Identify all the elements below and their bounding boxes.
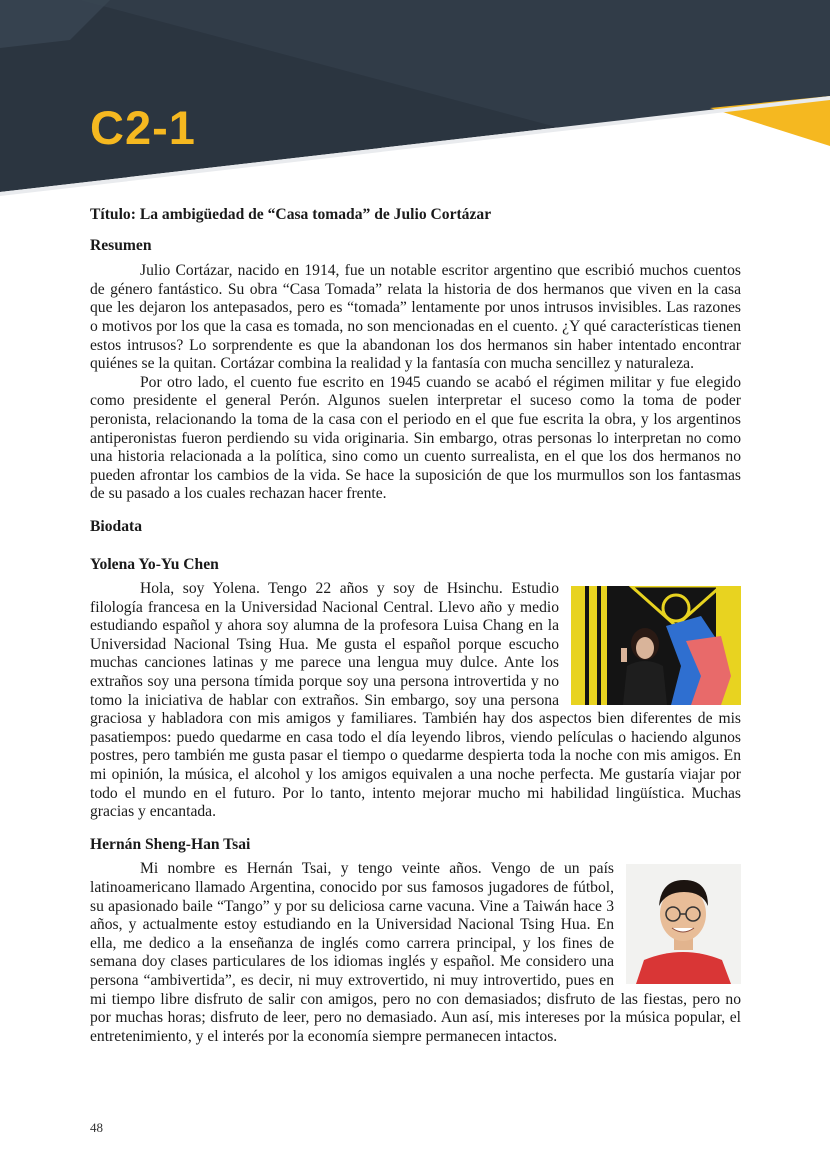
bio-name-yolena: Yolena Yo-Yu Chen <box>90 555 219 573</box>
bio-text-hernan: Mi nombre es Hernán Tsai, y tengo veinte años. Vengo de un país latinoamericano llamado Argentina, conocido por sus famosos jugadores de fútbol, su apasionado baile “Tango” y por su deliciosa carne vacuna. Vine a Taiwán hace 3 años, y actualmente estoy estudiando en la Universidad Nacional Tsing Hua. En ella, me dedico a la enseñanza de inglés como carrera principal, y los fines de semana doy clases particulares de los idiomas inglés y español. Me considero una persona “ambivertida”, es decir, ni muy extrovertido, ni muy introvertido, pues en mi tiempo libre disfruto de salir con amigos, pero no con demasiados; disfruto de las fiestas, pero no por muchas horas; disfruto de leer, pero no demasiado. Aun así, mis intereses por la música popular, el entretenimiento, y el interés por la economía siempre permanecen intactos. <box>90 860 741 1045</box>
bio-text-yolena: Hola, soy Yolena. Tengo 22 años y soy de Hsinchu. Estudio filología francesa en la Universidad Nacional Central. Llevo año y medio estudiando español y ahora soy alumna de la profesora Luisa Chang en la Universidad Nacional Tsing Hua. Me gusta el español porque escucho muchas canciones latinas y me parece una lengua muy dulce. Ante los extraños soy una persona tímida porque soy una persona introvertida y no tomo la iniciativa de hablar con extraños. Sin embargo, soy una persona graciosa y habladora con mis amigos y familiares. También hay dos aspectos bien diferentes de mis pasatiempos: puedo quedarme en casa todo el día leyendo libros, viendo películas o haciendo algunos postres, pero también me gusta pasar el tiempo o quedarme despierta toda la noche con mis amigos. En mi opinión, la música, el alcohol y los amigos equivalen a una noche perfecta. Me gustaría viajar por todo el mundo en el futuro. Por lo tanto, intento mejorar mucho mi habilidad lingüística. Muchas gracias y encantada. <box>90 580 741 821</box>
bio-name-hernan: Hernán Sheng-Han Tsai <box>90 835 251 853</box>
photo-yolena <box>571 586 741 705</box>
resumen-heading: Resumen <box>90 236 152 254</box>
resumen-paragraph-1: Julio Cortázar, nacido en 1914, fue un notable escritor argentino que escribió muchos cuentos de género fantástico. Su obra “Casa Tomada” relata la historia de dos hermanos que viven en la casa que les dejaron los antepasados, pero es “tomada” lentamente por unos intrusos invisibles. Las razones o motivos por los que la casa es tomada, no son mencionadas en el cuento. ¿Y qué características tienen estos intrusos? Lo sorprendente es que la abandonan los dos hermanos sin haber intentado encontrar quiénes se la quitan. Cortázar combina la realidad y la fantasía con mucha sencillez y naturaleza. <box>90 262 741 373</box>
page-content <box>90 206 741 1046</box>
article-title: Título: La ambigüedad de “Casa tomada” de Julio Cortázar <box>90 206 492 223</box>
bio-hernan <box>90 860 741 1046</box>
resumen-paragraph-2: Por otro lado, el cuento fue escrito en 1945 cuando se acabó el régimen militar y fue elegido como presidente el general Perón. Algunos suelen interpretar el suceso como la toma de poder peronista, relacionando la toma de la casa con el periodo en el que fue escrita la obra, y los argentinos antiperonistas fueron perdiendo su vida originaria. Sin embargo, otras personas lo interpretan no como una historia relacionada a la política, sino como un cuento surrealista, en el que los dos hermanos no pueden afrontar los cambios de la vida. Se hace la suposición de que los murmullos son los fantasmas de su pasado a los cuales rechazan hacer frente. <box>90 373 741 503</box>
biodata-heading: Biodata <box>90 517 142 535</box>
bio-yolena <box>90 580 741 822</box>
photo-hernan <box>626 864 741 984</box>
page-header <box>0 0 830 200</box>
page-number: 48 <box>90 1120 103 1135</box>
header-graphic <box>0 0 830 200</box>
section-code: C2-1 <box>90 101 196 154</box>
